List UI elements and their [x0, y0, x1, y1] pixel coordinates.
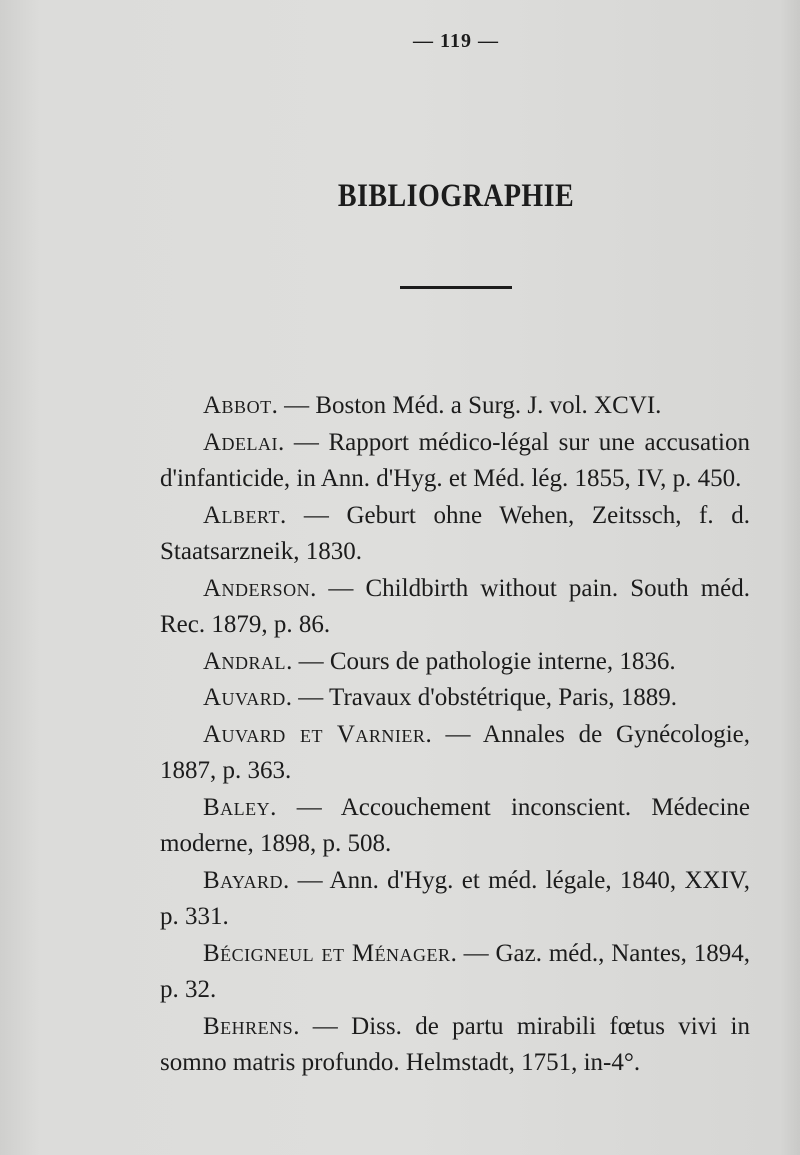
- entry-author: Baley: [203, 793, 271, 821]
- entry-author: Albert: [203, 501, 280, 529]
- bibliography-entry: [160, 790, 750, 863]
- page-title: BIBLIOGRAPHIE: [337, 178, 575, 214]
- bibliography-entry: [160, 717, 750, 790]
- entry-author: Behrens: [203, 1012, 294, 1040]
- entry-text: . — Accouchement inconscient. Médecine moderne, 1898, p. 508.: [160, 793, 750, 857]
- entry-author: Bayard: [203, 866, 284, 894]
- bibliography-entry: [160, 425, 750, 498]
- entry-author: Auvard et Varnier: [203, 720, 426, 748]
- entry-text: . — Annales de Gynécologie, 1887, p. 363.: [160, 720, 751, 784]
- entry-text: . — Cours de pathologie interne, 1836.: [286, 647, 676, 675]
- entry-author: Auvard: [203, 684, 286, 711]
- bibliography-entry: [160, 571, 750, 644]
- entry-text: . — Ann. d'Hyg. et méd. légale, 1840, XXIV, p. 331.: [160, 866, 750, 930]
- page-number: — 119 —: [413, 30, 499, 52]
- entry-text: . — Childbirth without pain. South méd. Rec. 1879, p. 86.: [160, 574, 750, 638]
- bibliography-entry: [160, 1009, 750, 1082]
- bibliography-entry: [160, 498, 750, 571]
- entry-text: . — Gaz. méd., Nantes, 1894, p. 32.: [160, 939, 750, 1003]
- entry-author: Adelai: [203, 428, 279, 456]
- entry-text: . — Rapport médico-légal sur une accusation d'infanticide, in Ann. d'Hyg. et Méd. lég. 1855, IV, p. 450.: [160, 428, 750, 492]
- entry-author: Abbot: [203, 392, 272, 419]
- bibliography-entry: [160, 644, 750, 681]
- entry-text: . — Diss. de partu mirabili fœtus vivi in somno matris profundo. Helmstadt, 1751, in-4°.: [160, 1012, 750, 1076]
- entry-author: Anderson: [203, 574, 311, 602]
- bibliography-entry: [160, 680, 750, 717]
- bibliography-entry: [160, 388, 750, 425]
- entry-text: . — Boston Méd. a Surg. J. vol. XCVI.: [271, 392, 662, 419]
- entry-text: . — Travaux d'obstétrique, Paris, 1889.: [285, 684, 678, 711]
- bibliography-entry: [160, 936, 750, 1009]
- entry-author: Bécigneul et Ménager: [203, 939, 451, 967]
- title-divider: [400, 286, 512, 289]
- bibliography-list: [160, 388, 750, 1082]
- entry-text: . — Geburt ohne Wehen, Zeitssch, f. d. Staatsarzneik, 1830.: [160, 501, 750, 565]
- entry-author: Andral: [203, 647, 287, 675]
- bibliography-entry: [160, 863, 750, 936]
